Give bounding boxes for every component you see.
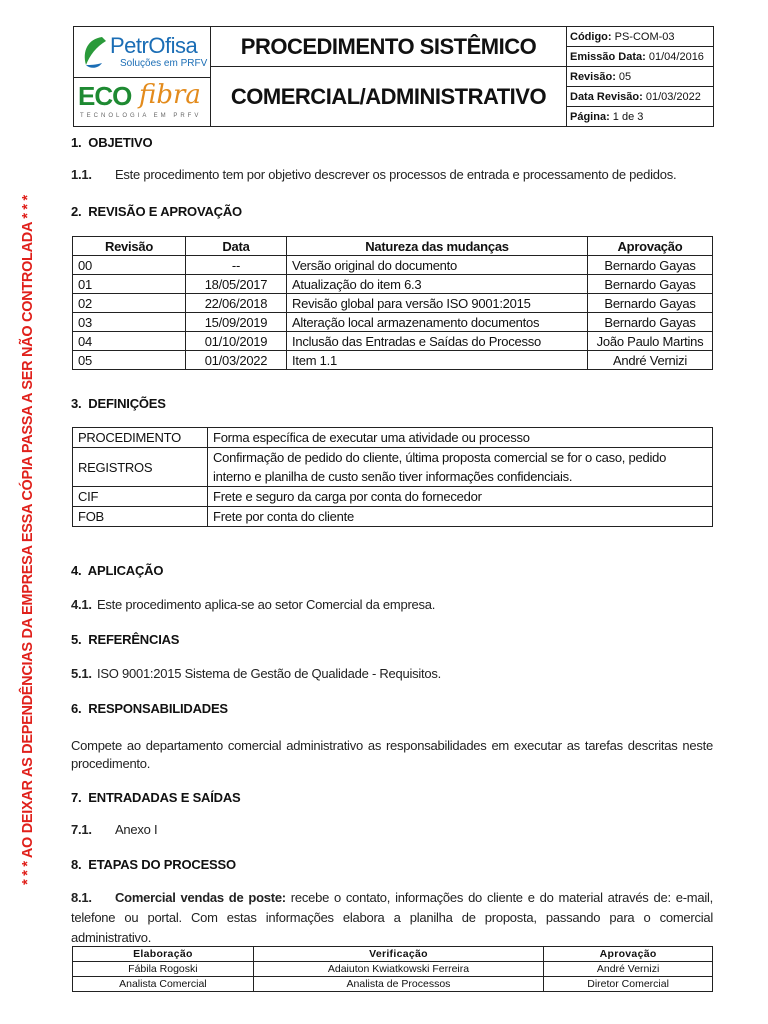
ecofibra-logo [74, 78, 210, 125]
document-type-title: PROCEDIMENTO SISTÊMICO [211, 27, 567, 67]
leaf-icon [80, 35, 110, 71]
petrofisa-tagline: Soluções em PRFV [120, 57, 208, 69]
meta-revision-date: Data Revisão: 01/03/2022 [567, 87, 714, 107]
section-aplicacao-heading: 4. APLICAÇÃO [71, 563, 164, 578]
table-row: REGISTROS Confirmação de pedido do cliente, última proposta comercial se for o caso, pedido interno e planilha de custo senão tiver informações confidenciais. [73, 448, 713, 487]
document-header [73, 26, 714, 122]
section-etapas-heading: 8. ETAPAS DO PROCESSO [71, 857, 236, 872]
meta-page: Página: 1 de 3 [567, 107, 714, 127]
ecofibra-fibra: fibra [139, 79, 201, 110]
footer-names-row: Fábila Rogoski Adaiuton Kwiatkowski Ferreira André Vernizi [73, 962, 713, 977]
document-area-title: COMERCIAL/ADMINISTRATIVO [211, 67, 567, 127]
revision-table-header: Revisão Data Natureza das mudanças Aprovação [73, 237, 713, 256]
logo-cell [74, 27, 211, 127]
uncontrolled-copy-notice: * * * AO DEIXAR AS DEPENDÊNCIAS DA EMPRESA ESSA CÓPIA PASSA A SER NÃO CONTROLADA * * * [20, 195, 36, 885]
section-entradas-saidas-item: 7.1. Anexo I [71, 822, 158, 837]
table-row: 01 18/05/2017 Atualização do item 6.3 Bernardo Gayas [73, 275, 713, 294]
table-row: 04 01/10/2019 Inclusão das Entradas e Saídas do Processo João Paulo Martins [73, 332, 713, 351]
section-entradas-saidas-heading: 7. ENTRADADAS E SAÍDAS [71, 790, 241, 805]
section-objetivo-heading: 1. OBJETIVO [71, 135, 153, 150]
section-etapas-item: 8.1. Comercial vendas de poste: recebe o contato, informações do cliente e do material através de: e-mail, telefone ou portal. Com estas informações elabora a planilha de proposta, passando para o comercial administrativo. [71, 890, 713, 945]
footer-header-row: Elaboração Verificação Aprovação [73, 947, 713, 962]
table-row: PROCEDIMENTO Forma específica de executar uma atividade ou processo [73, 428, 713, 448]
table-row: CIF Frete e seguro da carga por conta do fornecedor [73, 487, 713, 507]
ecofibra-eco: ECO [78, 80, 132, 111]
section-revisao-heading: 2. REVISÃO E APROVAÇÃO [71, 204, 242, 219]
section-referencias-item: 5.1. ISO 9001:2015 Sistema de Gestão de Qualidade - Requisitos. [71, 666, 441, 681]
section-referencias-heading: 5. REFERÊNCIAS [71, 632, 180, 647]
table-row: 02 22/06/2018 Revisão global para versão ISO 9001:2015 Bernardo Gayas [73, 294, 713, 313]
definitions-table [72, 427, 713, 527]
petrofisa-name: PetrOfisa [110, 32, 198, 58]
section-responsabilidades-heading: 6. RESPONSABILIDADES [71, 701, 228, 716]
revision-table [72, 236, 713, 370]
footer-roles-row: Analista Comercial Analista de Processos Diretor Comercial [73, 977, 713, 992]
section-aplicacao-item: 4.1. Este procedimento aplica-se ao setor Comercial da empresa. [71, 597, 436, 612]
meta-issue-date: Emissão Data: 01/04/2016 [567, 47, 714, 67]
approval-footer [72, 946, 713, 992]
ecofibra-tagline: TECNOLOGIA EM PRFV [80, 112, 202, 119]
petrofisa-logo [74, 29, 210, 78]
section-objetivo-item: 1.1. Este procedimento tem por objetivo descrever os processos de entrada e processamento de pedidos. [71, 167, 677, 182]
section-responsabilidades-text: Compete ao departamento comercial administrativo as responsabilidades em executar as tarefas descritas neste procedimento. [71, 738, 713, 771]
table-row: 05 01/03/2022 Item 1.1 André Vernizi [73, 351, 713, 370]
table-row: FOB Frete por conta do cliente [73, 507, 713, 527]
table-row: 00 -- Versão original do documento Bernardo Gayas [73, 256, 713, 275]
table-row: 03 15/09/2019 Alteração local armazenamento documentos Bernardo Gayas [73, 313, 713, 332]
section-definicoes-heading: 3. DEFINIÇÕES [71, 396, 166, 411]
meta-code: Código: PS-COM-03 [567, 27, 714, 47]
meta-revision: Revisão: 05 [567, 67, 714, 87]
